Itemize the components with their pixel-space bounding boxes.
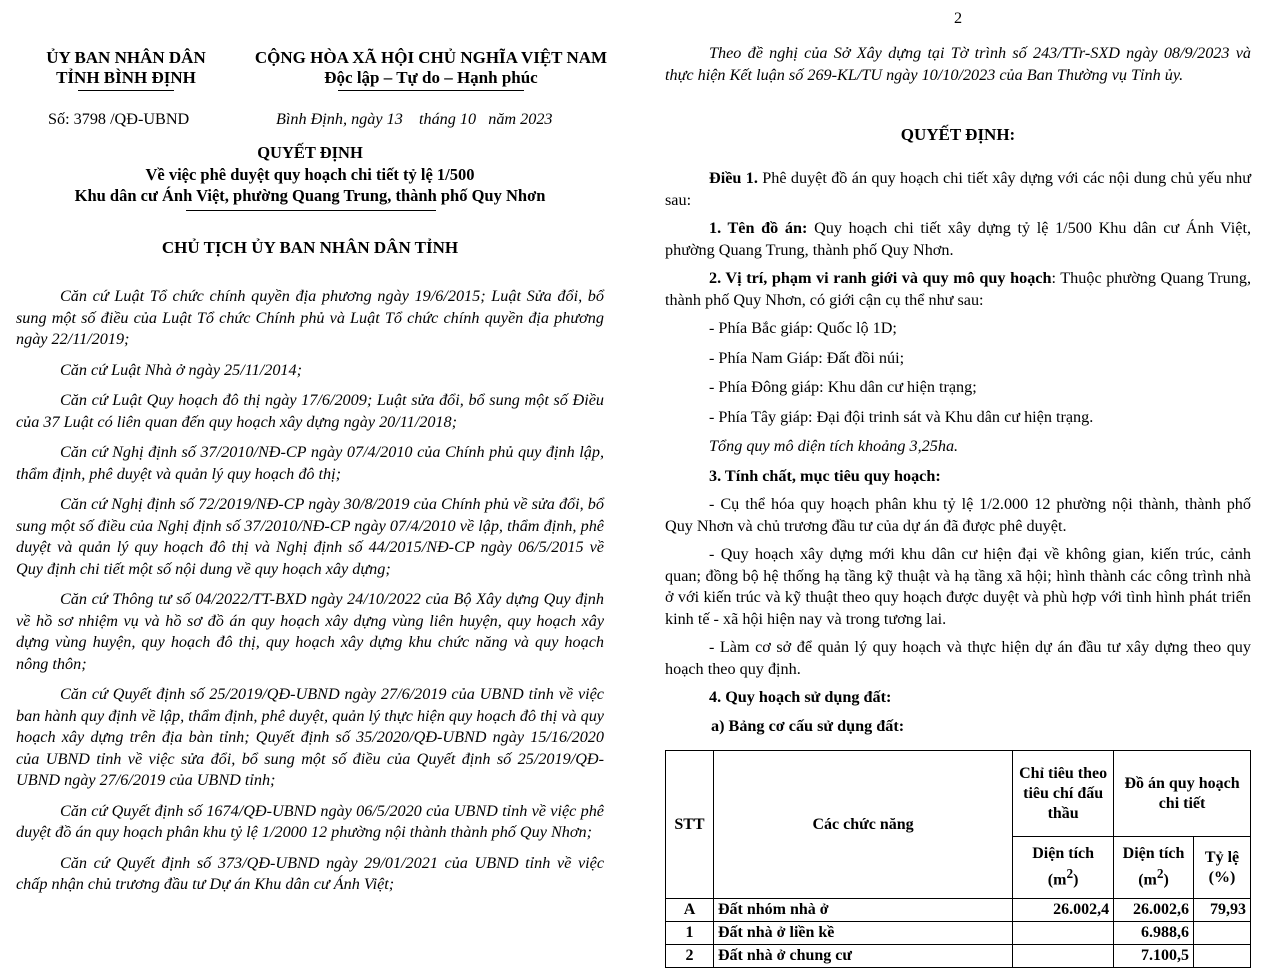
item-1: 1. Tên đồ án: Quy hoạch chi tiết xây dựng tỷ lệ 1/500 Khu dân cư Ánh Việt, phường Quang Trung, thành phố Quy Nhơn. — [665, 219, 1252, 259]
land-use-table — [665, 750, 1251, 968]
title-subject-2: Khu dân cư Ánh Việt, phường Quang Trung, thành phố Quy Nhơn — [74, 186, 546, 205]
header-plan: Đồ án quy hoạch chi tiết — [1114, 751, 1251, 837]
item-4-heading: 4. Quy hoạch sử dụng đất: — [709, 688, 892, 706]
header-function: Các chức năng — [713, 751, 1012, 899]
header-area-plan: Diện tích $(m^2)$ — [1114, 837, 1194, 899]
agency-name: ỦY BAN NHÂN DÂN TỈNH BÌNH ĐỊNH — [46, 48, 206, 87]
document-title — [16, 142, 604, 207]
header-ratio: Tỷ lệ (%) — [1194, 837, 1251, 899]
legal-bases — [16, 286, 604, 896]
item-3-heading: 3. Tính chất, mục tiêu quy hoạch: — [709, 466, 941, 485]
title-underline — [186, 210, 436, 211]
item-3-point: - Cụ thể hóa quy hoạch phân khu tỷ lệ 1/2.000 12 phường nội thành, thành phố Quy Nhơn và chủ trương đầu tư của dự án đã được phê duyệt. — [665, 495, 1251, 535]
article-1: Điều 1. Phê duyệt đồ án quy hoạch chi tiết xây dựng với các nội dung chủ yếu như sau: — [665, 169, 1252, 209]
item-4-sub-a: a) Bảng cơ cấu sử dụng đất: — [711, 716, 905, 735]
item-2: 2. Vị trí, phạm vi ranh giới và quy mô quy hoạch: Thuộc phường Quang Trung, thành phố Quy Nhơn, có giới cận cụ thể như sau: — [665, 269, 1252, 309]
header-indicator: Chỉ tiêu theo tiêu chí đấu thầu — [1013, 751, 1114, 837]
table-row: 2 Đất nhà ở chung cư 7.100,5 — [666, 945, 1251, 968]
title-subject-1: Về việc phê duyệt quy hoạch chi tiết tỷ lệ 1/500 — [145, 164, 475, 184]
header-area-indicator: Diện tích $(m^2)$ — [1013, 837, 1114, 899]
motto-underline — [338, 90, 524, 91]
basis-item: Căn cứ Luật Nhà ở ngày 25/11/2014; — [60, 360, 302, 379]
item-3-point: - Làm cơ sở để quản lý quy hoạch và thực hiện dự án đầu tư xây dựng theo quy hoạch theo quy định. — [665, 638, 1251, 678]
basis-item: Căn cứ Quyết định số 1674/QĐ-UBND ngày 06/5/2020 của UBND tỉnh về việc phê duyệt đồ án quy hoạch phân khu tỷ lệ 1/2000 12 phường nội thành thành phố Quy Nhơn; — [16, 801, 604, 841]
bound-south: - Phía Nam Giáp: Đất đồi núi; — [709, 348, 905, 367]
item-3-point: - Quy hoạch xây dựng mới khu dân cư hiện đại về không gian, kiến trúc, cảnh quan; đồng bộ hệ thống hạ tầng kỹ thuật và hạ tầng xã hội; hình thành các công trình nhà ở với kiến trúc và kỹ thuật theo quy hoạch được duyệt và phù hợp với tình hình phát triển kinh tế - xã hội hiện nay và trong tương lai. — [665, 545, 1251, 628]
basis-item: Căn cứ Quyết định số 25/2019/QĐ-UBND ngày 27/6/2019 của UBND tỉnh về việc ban hành quy định về lập, thẩm định, phê duyệt, quản lý thực hiện quy hoạch đô thị và quy hoạch xây dựng trên địa bàn tỉnh; Quyết định số 35/2020/QĐ-UBND ngày 15/16/2020 của UBND tỉnh về việc sửa đổi, bổ sung một số điều của Quyết định số 25/2019/QĐ-UBND ngày 27/6/2019 của UBND tỉnh; — [16, 685, 604, 789]
basis-item: Căn cứ Nghị định số 72/2019/NĐ-CP ngày 30/8/2019 của Chính phủ về sửa đổi, bổ sung một số điều của Nghị định số 37/2010/NĐ-CP ngày 07/4/2010 về lập, thẩm định, phê duyệt và quản lý quy hoạch đô thị và Nghị định số 44/2015/NĐ-CP ngày 06/5/2015 về Quy định chi tiết một số nội dung về quy hoạch xây dựng; — [16, 495, 604, 578]
page-number: 2 — [953, 9, 963, 27]
basis-item: Căn cứ Nghị định số 37/2010/NĐ-CP ngày 07/4/2010 của Chính phủ quy định lập, thẩm định, phê duyệt và quản lý quy hoạch đô thị; — [16, 443, 604, 483]
table-header-row — [666, 751, 1251, 837]
authority-heading: CHỦ TỊCH ỦY BAN NHÂN DÂN TỈNH — [161, 238, 459, 257]
title-heading: QUYẾT ĐỊNH — [257, 143, 363, 162]
table-row: 1 Đất nhà ở liền kề 6.988,6 — [666, 922, 1251, 945]
national-motto: CỘNG HÒA XÃ HỘI CHỦ NGHĨA VIỆT NAM Độc lập – Tự do – Hạnh phúc — [254, 48, 608, 87]
bound-east: - Phía Đông giáp: Khu dân cư hiện trạng; — [709, 378, 977, 396]
decision-heading: QUYẾT ĐỊNH: — [900, 125, 1016, 144]
decision-body — [665, 168, 1251, 737]
document-date: Bình Định, ngày 13 tháng 10 năm 2023 — [276, 110, 553, 128]
header-stt: STT — [666, 751, 714, 899]
basis-item: Căn cứ Luật Tổ chức chính quyền địa phương ngày 19/6/2015; Luật Sửa đổi, bổ sung một số điều của Luật Tổ chức Chính phủ và Luật Tổ chức chính quyền địa phương ngày 22/11/2019; — [16, 287, 604, 348]
total-area: Tổng quy mô diện tích khoảng 3,25ha. — [709, 437, 959, 455]
document-number: Số: 3798 /QĐ-UBND — [48, 110, 190, 128]
basis-item: Căn cứ Thông tư số 04/2022/TT-BXD ngày 24/10/2022 của Bộ Xây dựng Quy định về hồ sơ nhiệm vụ và hồ sơ đồ án quy hoạch xây dựng vùng liên huyện, quy hoạch xây dựng vùng huyện, quy hoạch đô thị, quy hoạch xây dựng khu chức năng và quy hoạch nông thôn; — [16, 590, 604, 673]
basis-item: Căn cứ Quyết định số 373/QĐ-UBND ngày 29/01/2021 của UBND tỉnh về việc chấp nhận chủ trương đầu tư Dự án Khu dân cư Ánh Việt; — [16, 853, 604, 893]
bound-west: - Phía Tây giáp: Đại đội trinh sát và Khu dân cư hiện trạng. — [709, 407, 1094, 426]
bound-north: - Phía Bắc giáp: Quốc lộ 1D; — [709, 319, 897, 337]
proposal-text: Theo đề nghị của Sở Xây dựng tại Tờ trình số 243/TTr-SXD ngày 08/9/2023 và thực hiện Kết luận số 269-KL/TU ngày 10/10/2023 của Ban Thường vụ Tỉnh ủy. — [665, 44, 1251, 84]
basis-item: Căn cứ Luật Quy hoạch đô thị ngày 17/6/2009; Luật sửa đổi, bổ sung một số Điều của 37 Luật có liên quan đến quy hoạch xây dựng ngày 20/11/2018; — [16, 391, 604, 431]
table-row: A Đất nhóm nhà ở 26.002,4 26.002,6 79,93 — [666, 899, 1251, 922]
agency-underline — [78, 90, 174, 91]
